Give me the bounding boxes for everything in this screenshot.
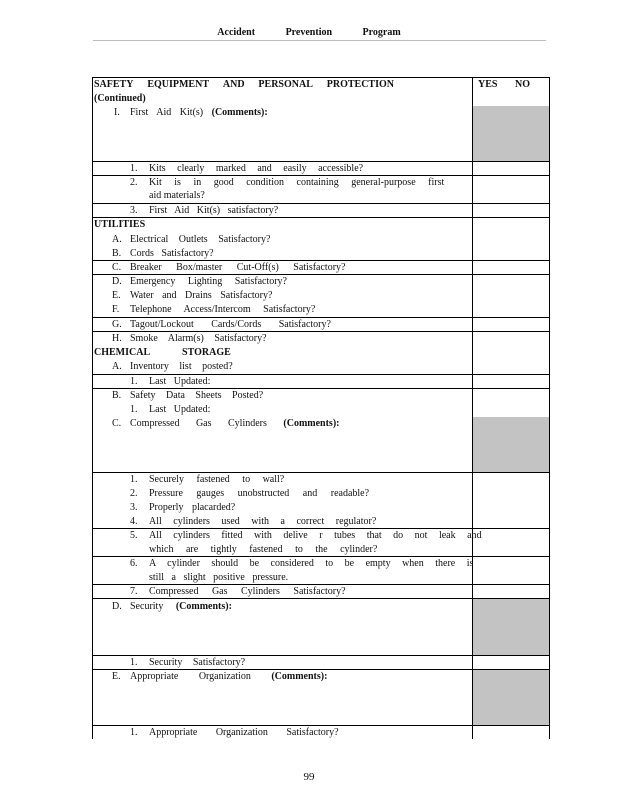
checklist-table [92,77,550,739]
utility-item-cords: Cords Satisfactory? [130,248,214,259]
item-number: 2. [130,177,138,188]
chemical-label: D. [112,601,122,612]
cylinder-item-6-cont: still a slight positive pressure. [149,572,289,583]
first-aid-comments-label: (Comments): [211,107,268,118]
cylinder-item-6: A cylinder should be considered to be empty when there is [149,558,474,569]
cylinder-item-5-cont: which are tightly fastened to the cylinder? [149,544,378,555]
first-aid-title-text: First Aid Kit(s) [130,107,204,118]
cylinder-item-1: Securely fastened to wall? [149,474,285,485]
chemical-label: B. [112,390,122,401]
organization-title [130,670,327,683]
utility-label: G. [112,319,122,330]
inventory-question: Inventory list posted? [130,361,233,372]
organization-satisfactory: Appropriate Organization Satisfactory? [149,727,339,738]
item-number: 1. [130,474,138,485]
first-aid-title [130,106,268,119]
utility-label: E. [112,290,121,301]
utility-label: B. [112,248,122,259]
utility-item-breaker: Breaker Box/master Cut-Off(s) Satisfactory? [130,262,346,273]
cylinder-item-7: Compressed Gas Cylinders Satisfactory? [149,586,346,597]
chemical-label: A. [112,361,122,372]
utilities-title: UTILITIES [94,219,146,230]
utility-label: H. [112,333,122,344]
yes-column-border [472,77,473,739]
utility-item-telephone: Telephone Access/Intercom Satisfactory? [130,304,316,315]
sds-question: Safety Data Sheets Posted? [130,390,264,401]
cylinder-item-5: All cylinders fitted with delive r tubes that do not leak and [149,530,482,541]
security-comments-label: (Comments): [175,601,232,612]
section-title-word: PROTECTION [326,79,394,90]
item-number: 1. [130,404,138,415]
row-divider [92,598,550,599]
yes-column-header: YES [478,79,498,90]
page-number: 99 [303,771,315,783]
running-header: Accident Prevention Program [217,27,401,38]
item-number: 1. [130,657,138,668]
utility-item-smoke-alarm: Smoke Alarm(s) Satisfactory? [130,333,267,344]
comment-shade-cylinders [473,417,550,472]
first-aid-item-2-cont: aid materials? [149,190,205,201]
item-number: 3. [130,205,138,216]
section-title [94,78,394,91]
item-number: 1. [130,376,138,387]
utility-item-emergency-lighting: Emergency Lighting Satisfactory? [130,276,287,287]
first-aid-item-1: Kits clearly marked and easily accessible? [149,163,364,174]
utility-item-tagout: Tagout/Lockout Cards/Cords Satisfactory? [130,319,331,330]
item-number: 5. [130,530,138,541]
section-title-word: PERSONAL [258,79,313,90]
row-divider [92,217,550,218]
item-number: 3. [130,502,138,513]
item-number: 1. [130,163,138,174]
comment-shade-security [473,599,550,655]
cylinder-item-3: Properly placarded? [149,502,236,513]
section-title-word: EQUIPMENT [147,79,209,90]
cylinders-title-text: Compressed Gas Cylinders [130,418,267,429]
inventory-last-updated: Last Updated: [149,376,211,387]
cylinders-comments-label: (Comments): [283,418,340,429]
comment-shade-organization [473,670,550,725]
item-number: 7. [130,586,138,597]
no-column-header: NO [515,79,530,90]
item-number: 6. [130,558,138,569]
organization-comments-label: (Comments): [271,671,328,682]
comment-shade-first-aid [473,106,550,161]
section-title-word: AND [222,79,245,90]
sds-last-updated: Last Updated: [149,404,211,415]
security-satisfactory: Security Satisfactory? [149,657,246,668]
header-rule [93,40,546,41]
cylinder-item-4: All cylinders used with a correct regulator? [149,516,377,527]
first-aid-item-3: First Aid Kit(s) satisfactory? [149,205,279,216]
item-number: 4. [130,516,138,527]
utility-label: A. [112,234,122,245]
utility-item-water: Water and Drains Satisfactory? [130,290,273,301]
section-continued: (Continued) [94,93,146,104]
first-aid-item-2: Kit is in good condition containing general-purpose first [149,177,445,188]
security-title [130,600,232,613]
section-title-word: SAFETY [94,79,134,90]
table-left-border [92,77,93,739]
item-number: 1. [130,727,138,738]
utility-label: D. [112,276,122,287]
first-aid-label: I. [114,107,120,118]
chemical-label: E. [112,671,121,682]
item-number: 2. [130,488,138,499]
utility-label: C. [112,262,122,273]
utility-item-electrical: Electrical Outlets Satisfactory? [130,234,271,245]
organization-title-text: Appropriate Organization [130,671,251,682]
security-title-text: Security [130,601,164,612]
chemical-label: C. [112,418,122,429]
cylinder-item-2: Pressure gauges unobstructed and readable? [149,488,370,499]
chemical-storage-title: CHEMICAL STORAGE [94,347,231,358]
table-right-border [549,77,550,739]
utility-label: F. [112,304,120,315]
cylinders-title [130,417,339,430]
